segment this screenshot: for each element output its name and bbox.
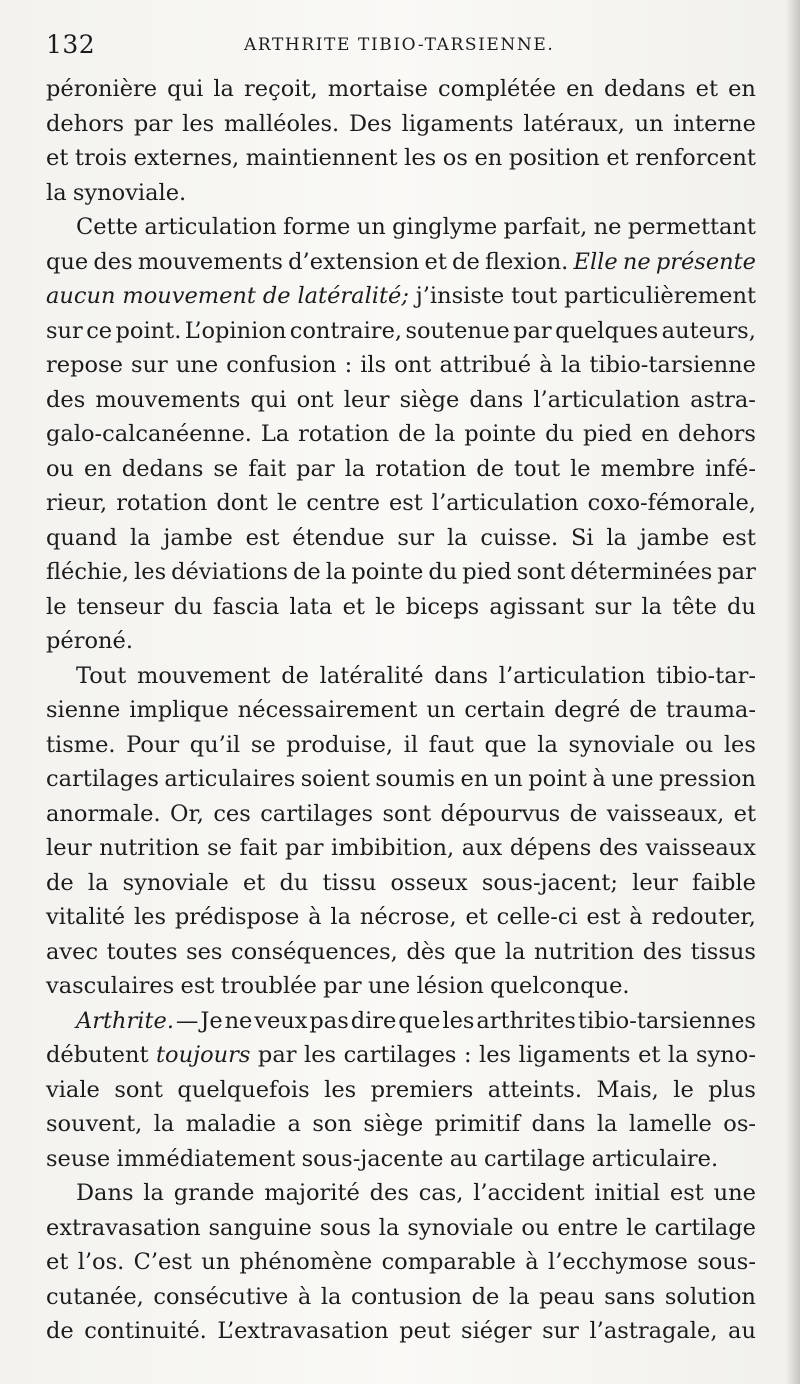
- text-line: avec toutes ses conséquences, dès que la nutrition des tissus: [46, 938, 756, 965]
- page-header: [46, 30, 766, 66]
- text-line: cartilages articulaires soient soumis en un point à une pression: [46, 766, 756, 792]
- text-line: que des mouvements d’extension et de flexion. Elle ne présente: [46, 248, 756, 275]
- page-edge-shadow: [786, 0, 800, 1384]
- page-number: 132: [46, 30, 96, 59]
- text-line: Dans la grande majorité des cas, l’accident initial est une: [76, 1180, 756, 1206]
- text-line: de la synoviale et du tissu osseux sous-jacent; leur faible: [46, 869, 756, 896]
- text-line: vitalité les prédispose à la nécrose, et celle-ci est à redouter,: [46, 904, 756, 930]
- text-line: leur nutrition se fait par imbibition, aux dépens des vaisseaux: [46, 835, 756, 861]
- text-line: Cette articulation forme un ginglyme parfait, ne permettant: [76, 214, 756, 240]
- text-line: tisme. Pour qu’il se produise, il faut que la synoviale ou les: [46, 731, 756, 758]
- text-line: ou en dedans se fait par la rotation de tout le membre infé-: [46, 455, 756, 482]
- text-line: Arthrite. — Je ne veux pas dire que les arthrites tibio-tarsiennes: [76, 1007, 756, 1034]
- body-text: [46, 72, 756, 1349]
- text-line: fléchie, les déviations de la pointe du pied sont déterminées par: [46, 559, 756, 585]
- text-line: seuse immédiatement sous-jacente au cartilage articulaire.: [46, 1145, 719, 1172]
- text-line: de continuité. L’extravasation peut siéger sur l’astragale, au: [46, 1318, 756, 1344]
- text-line: rieur, rotation dont le centre est l’articulation coxo-fémorale,: [46, 490, 756, 516]
- text-line: galo-calcanéenne. La rotation de la pointe du pied en dehors: [46, 421, 756, 447]
- text-line: et l’os. C’est un phénomène comparable à l’ecchymose sous-: [46, 1249, 756, 1275]
- text-line: quand la jambe est étendue sur la cuisse. Si la jambe est: [46, 524, 756, 551]
- text-line: souvent, la maladie a son siège primitif dans la lamelle os-: [46, 1111, 756, 1137]
- text-line: repose sur une confusion : ils ont attribué à la tibio-tarsienne: [46, 352, 756, 378]
- text-line: dehors par les malléoles. Des ligaments latéraux, un interne: [46, 110, 756, 137]
- running-title: ARTHRITE TIBIO-TARSIENNE.: [244, 35, 555, 55]
- text-line: extravasation sanguine sous la synoviale ou entre le cartilage: [46, 1214, 756, 1241]
- text-line: aucun mouvement de latéralité; j’insiste tout particulièrement: [46, 283, 756, 309]
- text-line: vasculaires est troublée par une lésion quelconque.: [46, 973, 630, 999]
- text-line: péroné.: [46, 628, 133, 654]
- text-line: des mouvements qui ont leur siège dans l’articulation astra-: [46, 386, 756, 413]
- text-line: péronière qui la reçoit, mortaise complétée en dedans et en: [46, 76, 756, 102]
- text-line: Tout mouvement de latéralité dans l’articulation tibio-tar-: [76, 662, 756, 689]
- text-line: et trois externes, maintiennent les os en position et renforcent: [46, 145, 756, 171]
- text-line: sienne implique nécessairement un certain degré de trauma-: [46, 697, 756, 723]
- text-line: le tenseur du fascia lata et le biceps agissant sur la tête du: [46, 593, 756, 620]
- text-line: débutent toujours par les cartilages : les ligaments et la syno-: [46, 1042, 756, 1068]
- text-line: la synoviale.: [46, 179, 187, 206]
- text-line: anormale. Or, ces cartilages sont dépourvus de vaisseaux, et: [46, 800, 756, 827]
- text-line: sur ce point. L’opinion contraire, soutenue par quelques auteurs,: [46, 317, 756, 344]
- text-line: viale sont quelquefois les premiers atteints. Mais, le plus: [46, 1076, 756, 1103]
- text-line: cutanée, consécutive à la contusion de la peau sans solution: [46, 1283, 756, 1310]
